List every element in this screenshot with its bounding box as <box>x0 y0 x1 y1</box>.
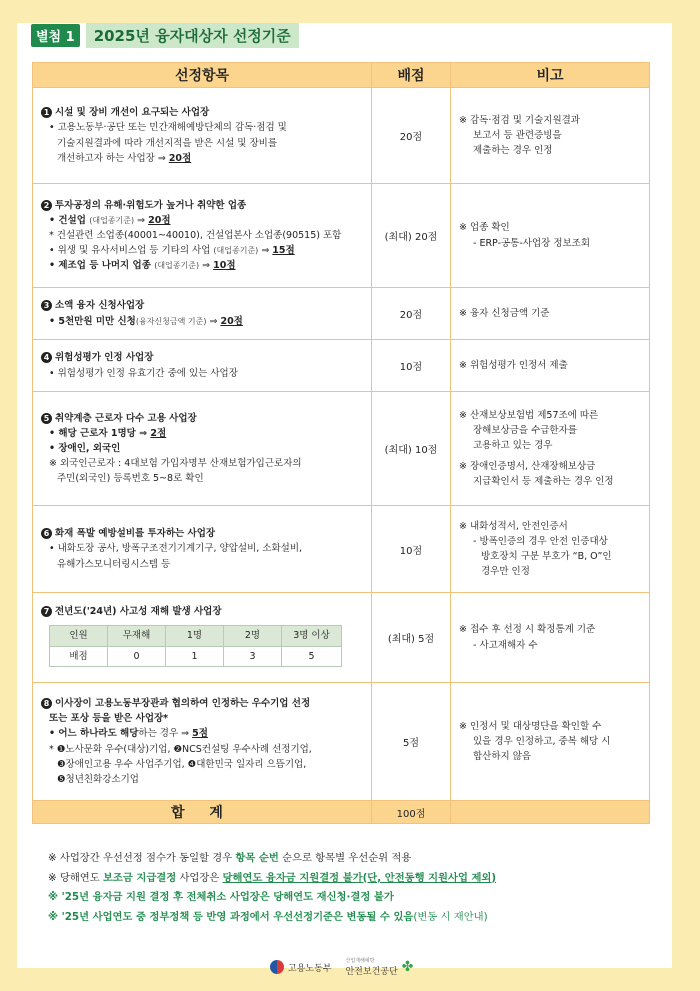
criteria-cell <box>33 683 372 801</box>
item-detail: ❸장애인고용 우수 사업주기업, ❹대한민국 일자리 으뜸기업, <box>57 758 307 770</box>
note-cell <box>451 593 650 683</box>
item-detail: ⇒ <box>258 245 273 257</box>
table-row <box>33 683 650 801</box>
sub-cell: 0 <box>108 646 166 666</box>
footnote-highlight: '25년 융자금 지원 결정 후 전체취소 사업장은 당해연도 재신청·결정 불가 <box>61 891 394 903</box>
item-number-icon: 1 <box>41 107 52 118</box>
criteria-cell <box>33 392 372 506</box>
score-cell: 5점 <box>372 683 451 801</box>
item-detail: * 건설관련 소업종(40001~40010), 건설업본사 소업종(90515) 포함 <box>49 229 342 241</box>
table-row <box>33 288 650 340</box>
footnotes <box>48 849 668 927</box>
total-score: 100점 <box>372 801 451 824</box>
score-cell: (최대) 20점 <box>372 184 451 288</box>
note-line: ※ 위험성평가 인정서 제출 <box>459 359 568 371</box>
criteria-cell <box>33 340 372 392</box>
note-cell <box>451 340 650 392</box>
item-points: 2점 <box>150 427 167 439</box>
footnote <box>48 869 668 889</box>
item-detail: • 위생 및 유사서비스업 등 기타의 사업 <box>49 245 214 257</box>
note-line: - 사고재해자 수 <box>473 639 538 651</box>
page-header <box>31 23 299 47</box>
table-row <box>33 506 650 593</box>
note-line: 방호장치 구분 부호가 “B, O”인 <box>481 551 612 562</box>
note-line: 고용하고 있는 경우 <box>473 440 553 452</box>
item-title: 취약계층 근로자 다수 고용 사업장 <box>55 412 197 424</box>
criteria-cell <box>33 288 372 340</box>
criteria-cell <box>33 506 372 593</box>
score-cell: 20점 <box>372 288 451 340</box>
footnote-text: 사업장은 <box>176 871 223 884</box>
footnote-highlight: 보조금 지급결정 <box>102 871 177 884</box>
sub-header: 인원 <box>50 626 108 646</box>
footnote <box>48 888 668 908</box>
footnote-text: ※ 사업장간 우선선정 점수가 동일할 경우 <box>48 852 236 864</box>
table-row <box>33 340 650 392</box>
footnote-text: (변동 시 재안내) <box>413 910 488 923</box>
note-line: ※ 장애인증명서, 산재장해보상금 <box>459 460 596 472</box>
criteria-cell <box>33 88 372 184</box>
attachment-badge: 별첨 1 <box>31 24 80 47</box>
moel-name: 고용노동부 <box>288 963 332 974</box>
item-detail: • 5천만원 미만 신청 <box>49 315 136 327</box>
sub-header: 무재해 <box>108 626 166 646</box>
score-cell: 10점 <box>372 340 451 392</box>
score-cell: (최대) 5점 <box>372 593 451 683</box>
item-number-icon: 2 <box>41 200 52 211</box>
item-number-icon: 8 <box>41 698 52 709</box>
item-points: 20점 <box>168 152 192 164</box>
footnote-text: ※ 당해연도 <box>48 871 103 884</box>
item-number-icon: 3 <box>41 300 52 311</box>
item-detail: ※ 외국인근로자 : 4대보험 가입자명부 산재보험가입근로자의 <box>49 458 302 470</box>
item-title: 전년도('24년) 사고성 재해 발생 사업장 <box>55 606 222 618</box>
table-row <box>33 392 650 506</box>
note-line: ※ 내화성적서, 안전인증서 <box>459 520 568 532</box>
score-cell: (최대) 10점 <box>372 392 451 506</box>
total-note <box>451 801 650 824</box>
item-title: 투자공정의 유해·위험도가 높거나 취약한 업종 <box>55 199 247 211</box>
score-cell: 20점 <box>372 88 451 184</box>
item-detail: • 어느 하나라도 해당 <box>49 728 139 740</box>
note-cell <box>451 88 650 184</box>
sub-cell: 1 <box>166 646 224 666</box>
item-detail: * ❶노사문화 우수(대상)기업, ❷NCS컨설팅 우수사례 선정기업, <box>49 743 312 755</box>
criteria-table <box>32 62 650 824</box>
note-cell <box>451 506 650 593</box>
item-detail: • 해당 근로자 1명당 ⇒ <box>49 427 151 439</box>
note-cell <box>451 683 650 801</box>
item-detail: ❺청년친화강소기업 <box>57 773 139 785</box>
item-points: 20점 <box>148 214 171 226</box>
note-line: ※ 감독·점검 및 기술지원결과 <box>459 114 580 126</box>
item-title: 화재 폭발 예방설비를 투자하는 사업장 <box>55 528 216 540</box>
footnote-text: ※ <box>48 891 62 903</box>
note-line: 경우만 인정 <box>481 566 530 578</box>
item-points: 5점 <box>192 728 208 740</box>
note-line: - 방폭인증의 경우 안전 인증대상 <box>473 535 608 547</box>
sub-cell: 5 <box>282 646 342 666</box>
footer-logos <box>270 957 413 977</box>
note-line: 보고서 등 관련증빙을 <box>473 129 562 141</box>
item-detail: 주민(외국인) 등록번호 5~8로 확인 <box>57 473 204 485</box>
item-number-icon: 7 <box>41 606 52 617</box>
kosha-name: 안전보건공단 <box>345 967 398 977</box>
note-line: 합산하지 않음 <box>473 751 532 763</box>
item-detail: 하는 경우 ⇒ <box>138 728 193 740</box>
item-detail: 기술지원결과에 따라 개선지적을 받은 시설 및 장비를 <box>57 137 278 149</box>
item-title: 소액 융자 신청사업장 <box>55 300 145 312</box>
page-title: 2025년 융자대상자 선정기준 <box>86 23 299 48</box>
item-points: 10점 <box>213 260 236 272</box>
sub-header: 2명 <box>224 626 282 646</box>
item-detail: • 고용노동부·공단 또는 민간재해예방단체의 감독·점검 및 <box>49 122 287 134</box>
item-detail: • 내화도장 공사, 방폭구조전기기계기구, 양압설비, 소화설비, <box>49 543 303 555</box>
sub-cell: 3 <box>224 646 282 666</box>
kosha-logo <box>345 957 413 977</box>
item-title: 시설 및 장비 개선이 요구되는 사업장 <box>55 107 210 119</box>
note-line: 제출하는 경우 인정 <box>473 145 553 157</box>
item-title: 또는 포상 등을 받은 사업장* <box>49 713 169 725</box>
moel-logo-icon <box>270 960 284 974</box>
item-detail: • 장애인, 외국인 <box>49 442 121 454</box>
total-row <box>33 801 650 824</box>
kosha-subtitle: 산업재해예방 <box>345 958 375 964</box>
item-detail: (대업종기준) <box>89 215 135 225</box>
total-label: 합 계 <box>33 801 372 824</box>
criteria-cell <box>33 593 372 683</box>
header-score: 배점 <box>372 63 451 88</box>
leaf-icon: ✤ <box>401 959 414 975</box>
item-title: 이사장이 고용노동부장관과 협의하여 인정하는 우수기업 선정 <box>55 697 311 709</box>
note-cell <box>451 392 650 506</box>
note-cell <box>451 288 650 340</box>
item-detail: (대업종기준) <box>154 261 200 271</box>
item-number-icon: 5 <box>41 413 52 424</box>
table-row <box>33 88 650 184</box>
note-line: 장해보상금을 수급한자를 <box>473 425 577 437</box>
item-detail: 개선하고자 하는 사업장 ⇒ <box>57 152 169 164</box>
sub-cell: 배점 <box>50 646 108 666</box>
item-detail: 유해가스모니터링시스템 등 <box>57 558 171 570</box>
item-detail: • 제조업 등 나머지 업종 <box>49 260 155 272</box>
note-line: - ERP-공통-사업장 정보조회 <box>473 237 591 249</box>
table-row <box>33 184 650 288</box>
note-line: ※ 접수 후 선정 시 확정통계 기준 <box>459 624 596 636</box>
note-line: ※ 업종 확인 <box>459 222 510 234</box>
accident-score-table <box>49 625 342 666</box>
note-cell <box>451 184 650 288</box>
item-detail: • 위험성평가 인정 유효기간 중에 있는 사업장 <box>49 367 238 379</box>
note-line: ※ 인정서 및 대상명단을 확인할 수 <box>459 720 602 732</box>
item-number-icon: 6 <box>41 528 52 539</box>
item-points: 15점 <box>272 245 295 257</box>
footnote-highlight: 항목 순번 <box>235 852 279 864</box>
note-line: ※ 융자 신청금액 기준 <box>459 307 550 319</box>
item-detail: ⇒ <box>206 315 221 327</box>
item-title: 위험성평가 인정 사업장 <box>55 352 154 364</box>
footnote-text: 순으로 항목별 우선순위 적용 <box>278 852 412 864</box>
item-detail: ⇒ <box>199 260 214 272</box>
item-detail: (융자신청금액 기준) <box>135 316 207 326</box>
footnote-highlight: 당해연도 융자금 지원결정 불가(단, 안전동행 지원사업 제외) <box>222 871 497 884</box>
item-detail: (대업종기준) <box>213 246 259 256</box>
table-row <box>33 593 650 683</box>
score-cell: 10점 <box>372 506 451 593</box>
footnote <box>48 908 668 928</box>
footnote <box>48 849 668 869</box>
footnote-highlight: '25년 사업연도 중 정부정책 등 반영 과정에서 우선선정기준은 변동될 수 있음 <box>61 910 414 923</box>
item-number-icon: 4 <box>41 352 52 363</box>
footnote-text: ※ <box>48 910 62 923</box>
item-detail: ⇒ <box>134 214 149 226</box>
header-item: 선정항목 <box>33 63 372 88</box>
sub-header: 3명 이상 <box>282 626 342 646</box>
note-line: 지급확인서 등 제출하는 경우 인정 <box>473 475 614 487</box>
note-line: ※ 산재보상보험법 제57조에 따른 <box>459 410 599 422</box>
item-detail: • 건설업 <box>49 214 90 226</box>
header-note: 비고 <box>451 63 650 88</box>
sub-header: 1명 <box>166 626 224 646</box>
criteria-cell <box>33 184 372 288</box>
item-points: 20점 <box>220 315 243 327</box>
note-line: 있을 경우 인정하고, 중복 해당 시 <box>473 735 611 747</box>
